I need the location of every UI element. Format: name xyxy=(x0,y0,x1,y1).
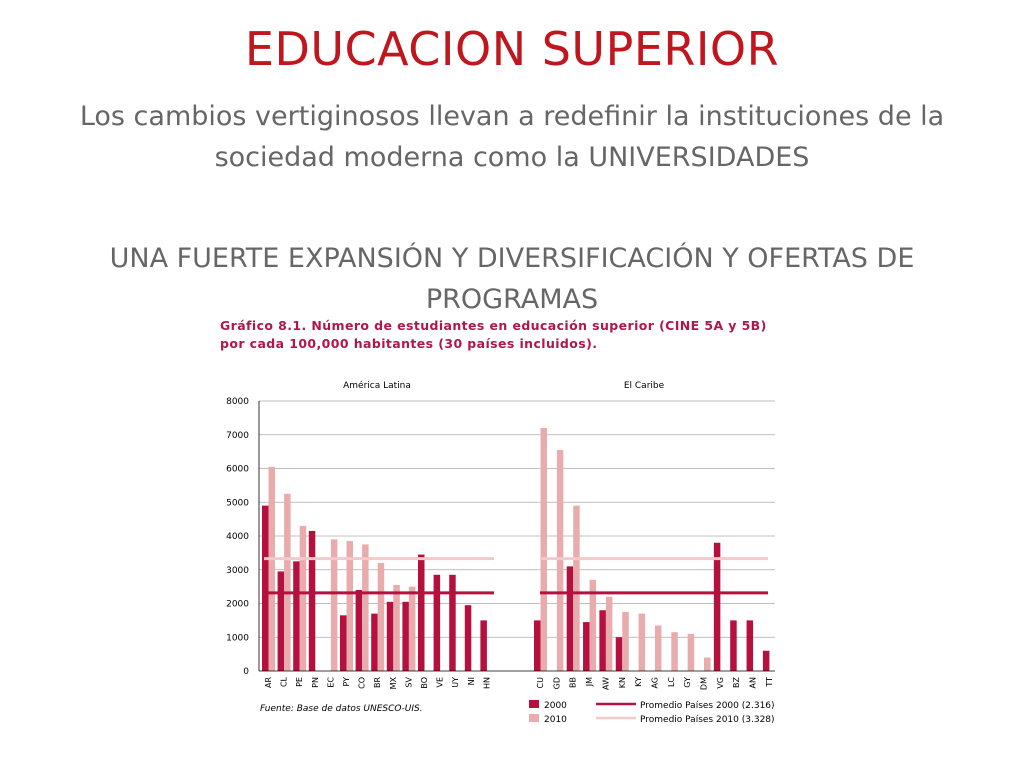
bar-2000-VE xyxy=(434,575,441,671)
y-tick-label: 3000 xyxy=(226,565,249,576)
y-tick-label: 2000 xyxy=(226,599,249,610)
bar-2000-MX xyxy=(387,602,394,671)
reference-lines xyxy=(264,559,768,593)
bar-2010-MX xyxy=(393,585,400,671)
legend-swatch-2010 xyxy=(529,714,539,722)
bar-2000-PN xyxy=(309,531,316,671)
bar-2010-SV xyxy=(409,587,416,671)
legend-label-2010: 2010 xyxy=(544,715,567,725)
bar-2010-AR xyxy=(269,467,276,671)
bar-2010-PE xyxy=(300,526,307,671)
x-tick-label: UY xyxy=(451,677,461,688)
bar-2010-AW xyxy=(606,597,613,671)
x-tick-label: HN xyxy=(482,677,492,689)
bar-2010-AG xyxy=(655,625,662,671)
bar-2010-BR xyxy=(378,563,385,671)
y-tick-label: 1000 xyxy=(226,633,249,644)
x-tick-label: PN xyxy=(310,677,320,688)
bar-2000-KN xyxy=(616,637,623,671)
bar-2000-AW xyxy=(599,610,606,671)
group-label: El Caribe xyxy=(623,381,665,391)
bar-2010-KY xyxy=(639,614,646,671)
x-tick-label: AR xyxy=(264,677,273,689)
bar-2010-DM xyxy=(704,658,711,672)
bar-2000-AR xyxy=(262,506,269,671)
bar-2000-JM xyxy=(583,622,590,671)
x-tick-label: DM xyxy=(699,677,709,691)
slide-title: EDUCACION SUPERIOR xyxy=(244,22,780,76)
bar-2000-CL xyxy=(278,571,285,671)
bar-2000-CU xyxy=(534,620,541,671)
x-tick-label: GY xyxy=(683,677,693,688)
bar-2000-UY xyxy=(449,575,456,671)
bar-2000-AN xyxy=(747,620,754,671)
y-tick-label: 8000 xyxy=(226,397,249,407)
bar-2010-LC xyxy=(671,632,678,671)
y-tick-label: 4000 xyxy=(226,532,249,542)
bar-2010-PY xyxy=(347,541,354,671)
x-tick-label: NI xyxy=(466,677,476,686)
group-label: América Latina xyxy=(343,381,411,391)
bar-2000-CO xyxy=(356,590,363,671)
bar-2000-BZ xyxy=(730,620,737,671)
bar-2010-CU xyxy=(541,428,548,671)
x-tick-label: CU xyxy=(536,677,545,689)
bar-2000-BO xyxy=(418,555,425,671)
x-tick-label: KY xyxy=(634,677,644,687)
x-tick-label: MX xyxy=(388,677,398,690)
x-tick-label: LC xyxy=(666,677,676,688)
x-tick-label: AG xyxy=(650,677,660,689)
x-tick-label: BB xyxy=(568,677,578,688)
legend xyxy=(529,700,775,725)
x-tick-label: BZ xyxy=(732,677,742,688)
x-tick-label: VE xyxy=(435,677,445,688)
bar-2010-KN xyxy=(622,612,629,671)
bar-2010-GY xyxy=(688,634,695,671)
x-tick-label: VG xyxy=(715,677,725,689)
legend-ref-label-2010: Promedio Países 2010 (3.328) xyxy=(640,715,775,725)
bar-2010-GD xyxy=(557,450,564,671)
bar-2010-BB xyxy=(573,506,580,671)
bar-2000-TT xyxy=(763,651,770,671)
x-tick-label: AW xyxy=(601,677,611,690)
x-tick-label: KN xyxy=(617,677,627,689)
bar-2000-PE xyxy=(293,561,300,671)
x-tick-label: CL xyxy=(279,677,289,688)
x-tick-label: JM xyxy=(585,677,595,687)
y-tick-label: 6000 xyxy=(226,464,249,475)
bar-2000-PY xyxy=(340,615,347,671)
source-note: Fuente: Base de datos UNESCO-UIS. xyxy=(260,704,423,714)
y-tick-label: 0 xyxy=(243,667,249,677)
legend-ref-label-2000: Promedio Países 2000 (2.316) xyxy=(640,701,775,711)
y-tick-label: 7000 xyxy=(226,430,249,441)
legend-swatch-2000 xyxy=(529,700,539,708)
x-tick-label: PY xyxy=(342,677,351,687)
x-tick-label: TT xyxy=(764,677,774,687)
x-tick-label: PE xyxy=(295,677,305,687)
slide-subtitle: Los cambios vertiginosos llevan a redefinir la instituciones de la sociedad moderna como la UNIVERSIDADES xyxy=(79,101,945,173)
legend-label-2000: 2000 xyxy=(544,701,567,711)
x-tick-label: BR xyxy=(373,677,383,689)
bar-2000-VG xyxy=(714,543,721,671)
bar-2010-CO xyxy=(362,544,369,671)
x-tick-label: BO xyxy=(420,677,429,689)
slide-heading: UNA FUERTE EXPANSIÓN Y DIVERSIFICACIÓN Y OFERTAS DE PROGRAMAS xyxy=(109,243,915,315)
x-tick-label: AN xyxy=(748,677,758,689)
x-tick-label: GD xyxy=(552,677,562,690)
chart-title: Gráfico 8.1. Número de estudiantes en educación superior (CINE 5A y 5B) por cada 100,000 habitantes (30 países incluidos). xyxy=(220,318,767,351)
bar-2000-HN xyxy=(480,620,487,671)
x-tick-label: EC xyxy=(326,677,336,688)
bar-2000-NI xyxy=(465,605,472,671)
x-tick-label: SV xyxy=(404,677,414,688)
bar-2000-SV xyxy=(402,602,409,671)
bar-2000-BB xyxy=(567,566,574,671)
y-tick-label: 5000 xyxy=(226,498,249,509)
bar-2010-CL xyxy=(284,494,291,671)
x-tick-label: CO xyxy=(357,677,367,689)
bar-2000-BR xyxy=(371,614,378,671)
bars xyxy=(262,428,769,671)
